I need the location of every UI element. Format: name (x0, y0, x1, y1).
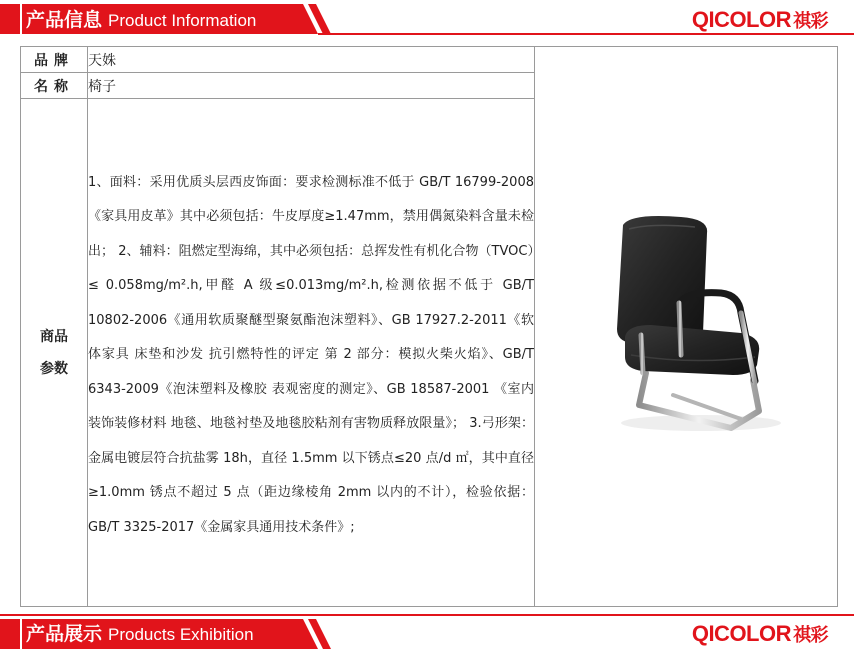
office-chair-image (591, 205, 781, 445)
params-text-cell (88, 99, 535, 607)
footer-brand-logo-cn: 祺彩 (793, 625, 828, 646)
section-title-en: Product Information (108, 11, 257, 30)
header-banner (0, 0, 854, 40)
section-title-cn: 产品信息 (26, 9, 103, 31)
product-image-cell (535, 47, 838, 607)
name-value: 椅子 (88, 73, 535, 99)
brand-logo-latin: QICOLOR (691, 7, 791, 32)
brand-logo-cn: 祺彩 (793, 11, 828, 32)
name-label: 名称 (21, 73, 88, 99)
params-label-line1: 商品 (40, 328, 68, 345)
table-row-brand (21, 47, 838, 73)
footer-title (26, 619, 254, 649)
brand-logo (692, 5, 828, 35)
params-text: 1、面料：采用优质头层西皮饰面：要求检测标准不低于 GB/T 16799-2008《家具用皮革》其中必须包括：牛皮厚度≥1.47mm，禁用偶氮染料含量未检出； 2、辅料：阻燃定型海绵，其中必须包括：总挥发性有机化合物（TVOC）≤ 0.058mg/m².h,甲醛 A 级≤0.013mg/m².h,检测依据不低于 GB/T 10802-2006《通用软质聚醚型聚氨酯泡沫塑料》、GB 17927.2-2011《软体家具 床垫和沙发 抗引燃特性的评定 第 2 部分：模拟火柴火焰》、GB/T 6343-2009《泡沫塑料及橡胶 表观密度的测定》、GB 18587-2001 《室内装饰装修材料 地毯、地毯衬垫及地毯胶粘剂有害物质释放限量》； 3.弓形架：金属电镀层符合抗盐雾 18h，直径 1.5mm 以下锈点≤20 点/d ㎡，其中直径≥1.0mm 锈点不超过 5 点（距边缘棱角 2mm 以内的不计），检验依据：GB/T 3325-2017《金属家具通用技术条件》; (88, 174, 534, 535)
footer-title-cn: 产品展示 (26, 623, 103, 645)
params-label (21, 99, 88, 607)
footer-banner (0, 613, 854, 653)
footer-brand-logo-latin: QICOLOR (691, 621, 791, 646)
product-info-table (20, 46, 838, 607)
section-title (26, 5, 256, 35)
brand-value: 天姝 (88, 47, 535, 73)
footer-brand-logo (692, 619, 828, 649)
footer-title-en: Products Exhibition (108, 625, 254, 644)
params-label-line2: 参数 (40, 360, 68, 377)
brand-label: 品牌 (21, 47, 88, 73)
